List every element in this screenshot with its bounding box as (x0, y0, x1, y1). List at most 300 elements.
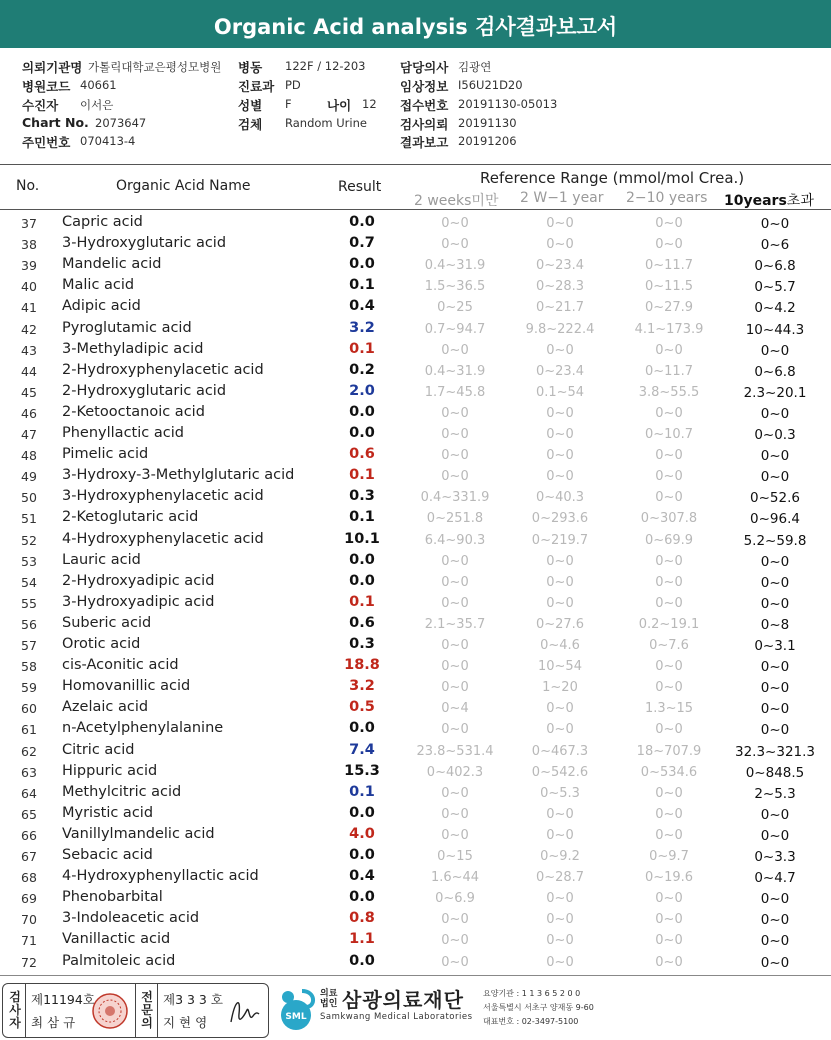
divider (25, 984, 26, 1037)
institution-value: 가톨릭대학교은평성모병원 (88, 60, 222, 74)
request-label: 검사의뢰 (400, 117, 449, 132)
table-row (0, 845, 831, 866)
reference-over-10y: 0~0 (760, 806, 790, 823)
sex-label: 성별 (238, 98, 263, 113)
header-no: No. (16, 178, 40, 194)
header-name: Organic Acid Name (116, 178, 251, 194)
reference-2-10y: 0~0 (655, 827, 683, 843)
table-row (0, 465, 831, 486)
reference-2w-1y: 0~0 (546, 595, 574, 611)
reference-under-2-weeks: 0~0 (441, 912, 469, 928)
signature-icon (225, 992, 263, 1030)
acid-name: Pimelic acid (62, 446, 149, 463)
row-number: 59 (21, 680, 37, 696)
department-value: PD (285, 78, 301, 92)
row-number: 64 (21, 785, 37, 801)
header-r4-years: 10years (724, 193, 787, 209)
table-row (0, 275, 831, 296)
result-value: 0.2 (349, 361, 375, 378)
reference-2w-1y: 9.8~222.4 (525, 321, 595, 337)
reference-2-10y: 0~0 (655, 574, 683, 590)
acid-name: Homovanillic acid (62, 678, 191, 695)
acid-name: 2-Ketooctanoic acid (62, 403, 205, 420)
table-row (0, 592, 831, 613)
row-number: 58 (21, 659, 37, 675)
reference-under-2-weeks: 0~0 (441, 469, 469, 485)
row-number: 54 (21, 574, 37, 590)
reference-2-10y: 0~0 (655, 448, 683, 464)
reference-2w-1y: 0~0 (546, 448, 574, 464)
row-number: 53 (21, 553, 37, 569)
reference-under-2-weeks: 0.4~31.9 (424, 363, 486, 379)
result-value: 0.1 (349, 340, 375, 357)
table-row (0, 803, 831, 824)
reference-under-2-weeks: 0~15 (437, 849, 473, 864)
reference-over-10y: 0~6.8 (754, 363, 796, 380)
reference-2w-1y: 0~0 (546, 427, 574, 442)
reference-under-2-weeks: 0.4~31.9 (424, 258, 486, 274)
reference-over-10y: 0~3.3 (754, 849, 796, 865)
address: 서울특별시 서초구 양재동 9-60 (483, 1003, 594, 1012)
id-label: 주민번호 (22, 135, 71, 150)
row-number: 61 (21, 722, 37, 738)
reference-2w-1y: 0~21.7 (535, 300, 585, 316)
reference-over-10y: 0~0 (760, 954, 790, 971)
acid-name: 2-Hydroxyadipic acid (62, 572, 215, 589)
acid-name: Azelaic acid (62, 699, 149, 716)
age-label: 나이 (327, 98, 352, 113)
reference-2w-1y: 0~0 (546, 891, 574, 907)
reference-over-10y: 5.2~59.8 (743, 532, 807, 549)
reference-under-2-weeks: 0~0 (441, 553, 469, 569)
reference-over-10y: 0~5.7 (754, 279, 796, 296)
reference-under-2-weeks: 0~0 (441, 722, 469, 738)
result-value: 3.2 (349, 319, 375, 336)
reference-2-10y: 0~27.9 (644, 300, 694, 316)
acid-name: Mandelic acid (62, 256, 162, 273)
reference-2-10y: 0~10.7 (644, 427, 694, 442)
org-name: 삼광의료재단 (342, 988, 464, 1012)
patient-value: 이서은 (80, 98, 114, 112)
clinical-info-value: I56U21D20 (458, 78, 523, 92)
row-number: 47 (21, 427, 37, 442)
table-row (0, 634, 831, 655)
logo-small-top: 의료 (320, 989, 338, 999)
acid-name: n-Acetylphenylalanine (62, 720, 224, 737)
row-number: 46 (21, 405, 37, 421)
reference-under-2-weeks: 0.4~331.9 (420, 490, 490, 506)
result-value: 0.6 (349, 446, 375, 463)
table-row (0, 381, 831, 402)
reference-2w-1y: 0~0 (546, 469, 574, 485)
age-value: 12 (362, 97, 377, 111)
reference-2w-1y: 0~542.6 (531, 764, 589, 780)
acid-name: Orotic acid (62, 636, 141, 652)
acid-name: 4-Hydroxyphenylacetic acid (62, 530, 264, 547)
row-number: 68 (21, 870, 37, 886)
row-number: 52 (21, 532, 37, 548)
reference-2-10y: 0~19.6 (644, 870, 694, 886)
institution-label: 의뢰기관명 (22, 60, 83, 75)
table-row (0, 402, 831, 423)
result-value: 10.1 (344, 530, 380, 547)
reference-over-10y: 0~96.4 (750, 511, 800, 528)
reference-2w-1y: 0~0 (546, 237, 574, 253)
reference-2-10y: 0~0 (655, 722, 683, 738)
reference-2-10y: 0~0 (655, 680, 683, 696)
acid-name: Malic acid (62, 277, 135, 294)
acid-name: 3-Hydroxy-3-Methylglutaric acid (62, 467, 295, 484)
result-value: 0.0 (349, 889, 375, 906)
department-label: 진료과 (238, 79, 275, 94)
reference-over-10y: 32.3~321.3 (734, 743, 816, 760)
reference-2-10y: 0~0 (655, 469, 683, 485)
acid-name: 2-Hydroxyglutaric acid (62, 382, 227, 399)
reference-under-2-weeks: 0~0 (441, 680, 469, 696)
chart-label: Chart No. (22, 115, 89, 130)
table-row (0, 507, 831, 528)
ward-value: 122F / 12-203 (285, 59, 366, 73)
header-r3: 2−10 years (626, 190, 708, 206)
specialist-name: 지 현 영 (163, 1015, 208, 1030)
table-row (0, 550, 831, 571)
header-top-rule (0, 164, 831, 165)
tester-name: 최 삼 규 (31, 1015, 76, 1030)
ward-label: 병동 (238, 60, 263, 75)
table-row (0, 339, 831, 360)
row-number: 40 (21, 279, 37, 295)
result-value: 1.1 (349, 931, 375, 948)
reference-over-10y: 0~6.8 (754, 258, 796, 275)
reference-2-10y: 0~0 (655, 891, 683, 907)
reference-over-10y: 0~0 (760, 448, 790, 465)
row-number: 45 (21, 384, 37, 400)
row-number: 37 (21, 216, 37, 231)
result-value: 18.8 (344, 657, 380, 674)
specimen-label: 검체 (238, 117, 263, 132)
row-number: 72 (21, 954, 37, 970)
reference-2-10y: 18~707.9 (636, 743, 702, 759)
row-number: 55 (21, 595, 37, 611)
reference-under-2-weeks: 0~251.8 (426, 511, 484, 527)
reference-under-2-weeks: 0~0 (441, 638, 469, 653)
reference-2w-1y: 0~40.3 (535, 490, 585, 506)
reference-2-10y: 0~0 (655, 553, 683, 569)
divider (135, 984, 136, 1037)
patient-label: 수진자 (22, 98, 59, 113)
reference-2w-1y: 0~0 (546, 574, 574, 590)
reference-2w-1y: 0~4.6 (540, 638, 580, 653)
reference-2-10y: 0~0 (655, 342, 683, 358)
phone-number: 대표번호 : 02-3497-5100 (483, 1017, 579, 1026)
reference-2-10y: 0~0 (655, 490, 683, 506)
reference-2w-1y: 0.1~54 (535, 384, 585, 400)
reference-over-10y: 10~44.3 (745, 321, 805, 338)
reference-over-10y: 0~0 (760, 216, 790, 232)
reference-2-10y: 0~11.7 (644, 258, 694, 274)
reference-under-2-weeks: 0~6.9 (435, 891, 475, 907)
seal-stamp-icon (91, 992, 129, 1030)
result-value: 0.4 (349, 868, 375, 885)
row-number: 43 (21, 342, 37, 358)
acid-name: Sebacic acid (62, 847, 153, 863)
reference-under-2-weeks: 0~0 (441, 659, 469, 675)
reference-over-10y: 0~0 (760, 469, 790, 486)
result-value: 0.0 (349, 425, 375, 441)
table-row (0, 655, 831, 676)
reference-2w-1y: 0~0 (546, 954, 574, 970)
reference-2-10y: 0~0 (655, 785, 683, 801)
row-number: 70 (21, 912, 37, 928)
reference-over-10y: 0~0 (760, 827, 790, 844)
reference-over-10y: 0~0 (760, 933, 790, 950)
reference-over-10y: 0~52.6 (750, 490, 800, 507)
result-value: 0.1 (349, 277, 375, 294)
acid-name: Lauric acid (62, 551, 141, 568)
reference-under-2-weeks: 0~25 (437, 300, 473, 316)
acid-name: Capric acid (62, 214, 143, 230)
header-result: Result (338, 179, 382, 195)
specialist-label: 전문의 (141, 990, 153, 1030)
specimen-value: Random Urine (285, 116, 367, 130)
acid-name: Vanillactic acid (62, 931, 171, 948)
org-english-name: Samkwang Medical Laboratories (320, 1012, 473, 1022)
header-r1: 2 weeks미만 (414, 193, 499, 209)
reference-under-2-weeks: 0~0 (441, 427, 469, 442)
result-value: 0.4 (349, 298, 375, 315)
row-number: 38 (21, 237, 37, 253)
reference-under-2-weeks: 1.5~36.5 (424, 279, 486, 295)
result-value: 0.1 (349, 783, 375, 800)
reference-2-10y: 0~0 (655, 237, 683, 253)
header-r4-over: 초과 (786, 193, 814, 209)
row-number: 39 (21, 258, 37, 274)
row-number: 57 (21, 638, 37, 653)
reference-over-10y: 0~3.1 (754, 638, 796, 654)
reference-over-10y: 0~0 (760, 553, 790, 570)
reference-2-10y: 3.8~55.5 (638, 384, 700, 400)
logo-small-label (320, 989, 337, 1009)
result-value: 0.1 (349, 467, 375, 484)
result-value: 0.7 (349, 235, 375, 252)
reference-under-2-weeks: 1.7~45.8 (424, 384, 486, 400)
acid-name: Hippuric acid (62, 762, 158, 779)
result-value: 0.1 (349, 593, 375, 610)
result-value: 0.0 (349, 572, 375, 589)
reference-2-10y: 0~0 (655, 216, 683, 231)
reference-under-2-weeks: 0~0 (441, 785, 469, 801)
row-number: 42 (21, 321, 37, 337)
result-value: 0.6 (349, 614, 375, 631)
reference-2w-1y: 0~0 (546, 701, 574, 717)
tester-label: 검사자 (9, 990, 21, 1030)
doctor-value: 김광연 (458, 60, 492, 74)
table-row (0, 423, 831, 444)
reference-over-10y: 0~848.5 (745, 764, 805, 781)
reference-2-10y: 0~9.7 (649, 849, 689, 864)
reference-2w-1y: 0~0 (546, 933, 574, 949)
reference-2w-1y: 0~9.2 (540, 849, 580, 864)
result-value: 0.3 (349, 488, 375, 505)
table-bottom-rule (0, 975, 831, 976)
table-row (0, 761, 831, 782)
result-value: 0.3 (349, 636, 375, 652)
reference-2-10y: 4.1~173.9 (634, 321, 704, 337)
result-value: 4.0 (349, 825, 375, 842)
row-number: 67 (21, 849, 37, 864)
acid-name: 3-Indoleacetic acid (62, 910, 200, 927)
result-value: 0.0 (349, 403, 375, 420)
table-row (0, 296, 831, 317)
table-row (0, 929, 831, 950)
reference-2-10y: 0~0 (655, 806, 683, 822)
reference-over-10y: 0~8 (760, 616, 790, 633)
reference-under-2-weeks: 6.4~90.3 (424, 532, 486, 548)
chart-value: 2073647 (95, 116, 147, 130)
reference-under-2-weeks: 0~0 (441, 954, 469, 970)
reference-2w-1y: 0~23.4 (535, 363, 585, 379)
header-r2: 2 W−1 year (520, 190, 604, 206)
specialist-number: 제3 3 3 호 (163, 992, 223, 1007)
reference-over-10y: 0~0 (760, 342, 790, 359)
reference-under-2-weeks: 0~0 (441, 342, 469, 358)
reference-2-10y: 0~11.7 (644, 363, 694, 379)
reference-2w-1y: 0~27.6 (535, 616, 585, 632)
acid-name: cis-Aconitic acid (62, 657, 179, 674)
reference-2w-1y: 0~219.7 (531, 532, 589, 548)
table-row (0, 740, 831, 761)
acid-name: 3-Hydroxyadipic acid (62, 593, 215, 610)
reference-2w-1y: 0~0 (546, 342, 574, 358)
table-row (0, 360, 831, 381)
table-row (0, 233, 831, 254)
table-row (0, 697, 831, 718)
table-row (0, 529, 831, 550)
reference-2w-1y: 0~0 (546, 806, 574, 822)
result-value: 0.0 (349, 214, 375, 230)
reference-2w-1y: 0~0 (546, 405, 574, 421)
result-value: 0.0 (349, 847, 375, 863)
table-row (0, 318, 831, 339)
reference-under-2-weeks: 0.7~94.7 (424, 321, 486, 337)
hospital-code-value: 40661 (80, 78, 117, 92)
logo-badge-text: SML (285, 1012, 307, 1022)
reference-under-2-weeks: 0~0 (441, 933, 469, 949)
row-number: 48 (21, 448, 37, 464)
acid-name: Citric acid (62, 741, 135, 758)
table-row (0, 254, 831, 275)
reference-2w-1y: 0~0 (546, 912, 574, 928)
reference-2w-1y: 0~0 (546, 216, 574, 231)
hospital-code-label: 병원코드 (22, 79, 71, 94)
table-row (0, 866, 831, 887)
reference-2w-1y: 0~293.6 (531, 511, 589, 527)
reference-2-10y: 0~11.5 (644, 279, 694, 295)
reference-under-2-weeks: 2.1~35.7 (424, 616, 486, 632)
table-row (0, 571, 831, 592)
reference-over-10y: 2.3~20.1 (743, 384, 807, 401)
acid-name: 2-Hydroxyphenylacetic acid (62, 361, 264, 378)
result-value: 0.0 (349, 804, 375, 821)
divider (157, 984, 158, 1037)
reference-2w-1y: 0~0 (546, 827, 574, 843)
row-number: 50 (21, 490, 37, 506)
table-row (0, 951, 831, 972)
reference-2-10y: 1.3~15 (644, 701, 694, 717)
reference-2-10y: 0~7.6 (649, 638, 689, 653)
result-value: 0.0 (349, 952, 375, 969)
result-value: 3.2 (349, 678, 375, 695)
table-row (0, 486, 831, 507)
report-label: 결과보고 (400, 135, 449, 150)
acid-name: Adipic acid (62, 298, 141, 315)
row-number: 69 (21, 891, 37, 907)
clinical-info-label: 임상정보 (400, 79, 449, 94)
acid-name: Palmitoleic acid (62, 952, 176, 969)
header-reference: Reference Range (mmol/mol Crea.) (480, 169, 745, 187)
reference-2-10y: 0~69.9 (644, 532, 694, 548)
report-title: Organic Acid analysis 검사결과보고서 (0, 0, 831, 48)
reference-2w-1y: 10~54 (538, 659, 582, 675)
result-value: 0.0 (349, 256, 375, 273)
acid-name: 3-Methyladipic acid (62, 340, 204, 357)
reference-2w-1y: 1~20 (542, 680, 578, 696)
acid-name: Methylcitric acid (62, 783, 182, 800)
institution-code: 요양기관 : 1 1 3 6 5 2 0 0 (483, 989, 581, 998)
footer (0, 981, 831, 1040)
reference-2-10y: 0~534.6 (640, 764, 698, 780)
reference-over-10y: 0~0 (760, 912, 790, 929)
reference-over-10y: 2~5.3 (754, 785, 796, 802)
reference-2-10y: 0~0 (655, 912, 683, 928)
reference-over-10y: 0~6 (760, 237, 790, 254)
row-number: 65 (21, 806, 37, 822)
reference-under-2-weeks: 0~4 (441, 701, 469, 717)
result-value: 0.0 (349, 551, 375, 568)
doctor-label: 담당의사 (400, 60, 449, 75)
logo-small-bottom: 법인 (320, 999, 338, 1009)
row-number: 51 (21, 511, 37, 527)
table-row (0, 676, 831, 697)
reference-over-10y: 0~0.3 (754, 427, 796, 443)
result-value: 7.4 (349, 741, 375, 758)
result-value: 0.5 (349, 699, 375, 716)
reference-2w-1y: 0~0 (546, 553, 574, 569)
table-row (0, 824, 831, 845)
tester-number: 제11194호 (31, 992, 95, 1007)
row-number: 44 (21, 363, 37, 379)
reference-over-10y: 0~0 (760, 891, 790, 908)
reference-over-10y: 0~0 (760, 680, 790, 697)
reference-over-10y: 0~0 (760, 595, 790, 612)
receipt-value: 20191130-05013 (458, 97, 558, 111)
acid-name: Vanillylmandelic acid (62, 825, 215, 842)
receipt-label: 접수번호 (400, 98, 449, 113)
reference-over-10y: 0~0 (760, 659, 790, 676)
table-row (0, 908, 831, 929)
reference-over-10y: 0~4.2 (754, 300, 796, 317)
report-value: 20191206 (458, 134, 517, 148)
row-number: 71 (21, 933, 37, 949)
reference-under-2-weeks: 0~0 (441, 574, 469, 590)
acid-name: Pyroglutamic acid (62, 319, 192, 336)
reference-2-10y: 0~0 (655, 933, 683, 949)
signature-box (2, 983, 269, 1038)
result-value: 0.8 (349, 910, 375, 927)
row-number: 49 (21, 469, 37, 485)
acid-name: Phenobarbital (62, 889, 163, 906)
table-row (0, 444, 831, 465)
